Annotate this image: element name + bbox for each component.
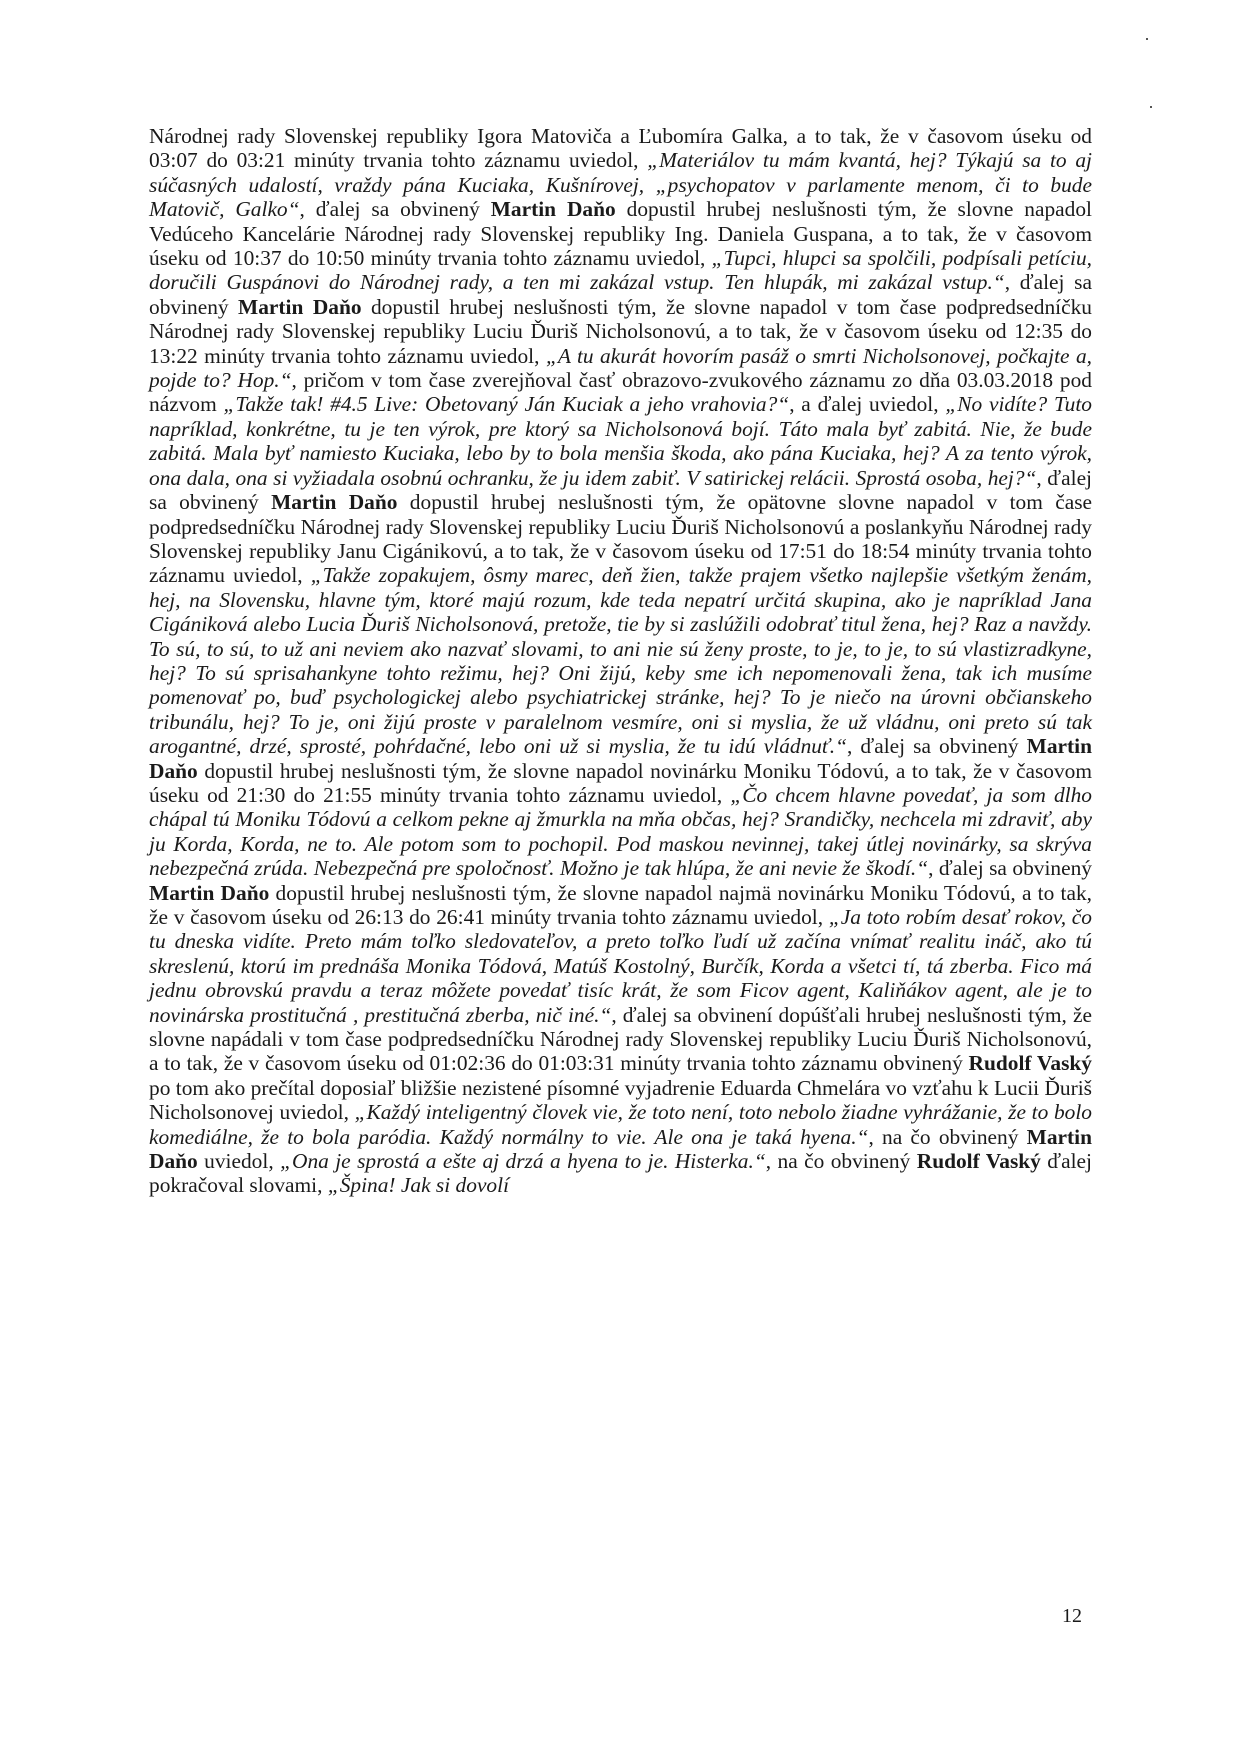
- defendant-name: Martin Daňo: [238, 294, 362, 319]
- body-text-run: , ďalej sa obvinený: [149, 465, 1092, 515]
- body-text-run: ďalej pokračoval slovami,: [149, 1149, 1092, 1198]
- body-text-run: uviedol,: [197, 1149, 281, 1174]
- body-text-run: , na čo obvinený: [868, 1124, 1027, 1149]
- body-text-run: , ďalej sa obvinení dopúšťali hrubej neslušnosti tým, že slovne napádali v tom čase podpredsedníčku Národnej rady Slovenskej republiky Luciu Ďuriš Nicholsonovú, a to tak, že v časovom úseku od 01:02:36 do 01:03:31 minúty trvania tohto záznamu obvinený: [149, 1002, 1092, 1076]
- quotation: „Ona je sprostá a ešte aj drzá a hyena to je. Histerka.“: [280, 1149, 766, 1174]
- quotation: „Ja toto robím desať rokov, čo tu dneska vidíte. Preto mám toľko sledovateľov, a preto toľko ľudí už začína vnímať realitu ináč, ako tú skreslenú, ktorú im prednáša Monika Tódová, Matúš Kostolný, Burčík, Korda a všetci tí, tá zberba. Fico má jednu obrovskú pravdu a teraz môžete povedať tisíc krát, že som Ficov agent, Kaliňákov agent, ale je to novinárska prostitučná , prestitučná zberba, nič iné.“: [149, 905, 1092, 1027]
- defendant-name: Rudolf Vaský: [968, 1051, 1092, 1076]
- body-text-run: dopustil hrubej neslušnosti tým, že slovne napadol novinárku Moniku Tódovú, a to tak, že v časovom úseku od 21:30 do 21:55 minúty trvania tohto záznamu uviedol,: [149, 758, 1092, 807]
- body-text-run: , na čo obvinený: [765, 1149, 917, 1174]
- body-text-run: po tom ako prečítal doposiaľ bližšie nezistené písomné vyjadrenie Eduarda Chmelára vo vzťahu k Lucii Ďuriš Nicholsonovej uviedol,: [149, 1075, 1092, 1125]
- defendant-name: Martin Daňo: [149, 734, 1092, 783]
- quotation: „Špina! Jak si dovolí: [327, 1173, 510, 1198]
- quotation: „A tu akurát hovorím pasáž o smrti Nicholsonovej, počkajte a, pojde to? Hop.“: [149, 343, 1093, 393]
- body-text-run: , ďalej sa obvinený: [847, 734, 1027, 759]
- defendant-name: Martin Daňo: [271, 490, 398, 515]
- body-text-run: , ďalej sa obvinený: [149, 270, 1092, 319]
- scan-speck: [1146, 38, 1148, 40]
- defendant-name: Martin Daňo: [490, 197, 616, 222]
- scan-speck: [1150, 106, 1152, 108]
- quotation: „Tupci, hlupci sa spolčili, podpísali petíciu, doručili Guspánovi do Národnej rady, a ten mi zakázal vstup. Ten hlupák, mi zakázal vstup.“: [149, 246, 1092, 295]
- body-text-run: dopustil hrubej neslušnosti tým, že slovne napadol Vedúceho Kancelárie Národnej rady Slovenskej republiky Ing. Daniela Guspana, a to tak, že v časovom úseku od 10:37 do 10:50 minúty trvania tohto záznamu uviedol,: [149, 197, 1092, 271]
- quotation: „No vidíte? Tuto napríklad, konkrétne, tu je ten výrok, pre ktorý sa Nicholsonová bojí. Táto mala byť zabitá. Nie, že bude zabitá. Mala byť namiesto Kuciaka, lebo by to bola menšia škoda, ako pána Kuciaka, hej? A za tento výrok, ona dala, ona si vyžiadala osobnú ochranku, že ju idem zabiť. V satirickej relácii. Sprostá osoba, hej?“: [149, 392, 1092, 490]
- body-text-run: , ďalej sa obvinený: [299, 197, 491, 222]
- quotation: „Čo chcem hlavne povedať, ja som dlho chápal tú Moniku Tódovú a celkom pekne aj žmurkla na mňa občas, hej? Srandičky, nechcela mi zdraviť, aby ju Korda, Korda, ne to. Ale potom som to pochopil. Pod maskou nevinnej, takej útlej novinárky, sa skrýva nebezpečná zrúda. Nebezpečná pre spoločnosť. Možno je tak hlúpa, že ani nevie že škodí.“: [149, 782, 1092, 881]
- body-text-run: , pričom v tom čase zverejňoval časť obrazovo-zvukového záznamu zo dňa 03.03.2018 pod názvom: [149, 368, 1092, 417]
- body-text-run: Národnej rady Slovenskej republiky Igora Matoviča a Ľubomíra Galka, a to tak, že v časovom úseku od 03:07 do 03:21 minúty trvania tohto záznamu uviedol,: [149, 124, 1092, 173]
- defendant-name: Rudolf Vaský: [916, 1149, 1041, 1174]
- quotation: „Takže zopakujem, ôsmy marec, deň žien, takže prajem všetko najlepšie všetkým ženám, hej, na Slovensku, hlavne tým, ktoré majú rozum, kde teda nepatrí určitá skupina, ako je napríklad Jana Cigániková alebo Lucia Ďuriš Nicholsonová, pretože, tie by si zaslúžili odobrať titul žena, hej? Raz a navždy. To sú, to sú, to už ani neviem ako nazvať slovami, to ani nie sú ženy proste, to je, to je, to sú vlastizradkyne, hej? To sú sprisahankyne tohto režimu, hej? Oni žijú, keby sme ich nepomenovali žena, tak ich musíme pomenovať po, buď psychologickej alebo psychiatrickej stránke, hej? To je niečo na úrovni občianskeho tribunálu, hej? To je, oni žijú proste v paralelnom vesmíre, oni si myslia, že už vládnu, oni preto sú tak arogantné, drzé, sprosté, pohŕdačné, lebo oni už si myslia, že tu idú vládnuť.“: [149, 563, 1092, 759]
- defendant-name: Martin Daňo: [149, 880, 270, 905]
- body-text-run: , a ďalej uviedol,: [789, 392, 946, 417]
- body-text-run: , ďalej sa obvinený: [928, 856, 1092, 881]
- body-text-run: dopustil hrubej neslušnosti tým, že slovne napadol v tom čase podpredsedníčku Národnej rady Slovenskej republiky Luciu Ďuriš Nicholsonovú, a to tak, že v časovom úseku od 12:35 do 13:22 minúty trvania tohto záznamu uviedol,: [149, 294, 1092, 368]
- page-number: 12: [1062, 1605, 1082, 1627]
- body-text-run: dopustil hrubej neslušnosti tým, že slovne napadol najmä novinárku Moniku Tódovú, a to tak, že v časovom úseku od 26:13 do 26:41 minúty trvania tohto záznamu uviedol,: [149, 880, 1092, 929]
- quotation: „Každý inteligentný človek vie, že toto není, toto nebolo žiadne vyhrážanie, že to bolo komediálne, že to bola paródia. Každý normálny to vie. Ale ona je taká hyena.“: [149, 1100, 1093, 1149]
- body-text-run: dopustil hrubej neslušnosti tým, že opätovne slovne napadol v tom čase podpredsedníčku Národnej rady Slovenskej republiky Luciu Ďuriš Nicholsonovú a poslankyňu Národnej rady Slovenskej republiky Janu Cigánikovú, a to tak, že v časovom úseku od 17:51 do 18:54 minúty trvania tohto záznamu uviedol,: [149, 490, 1093, 588]
- defendant-name: Martin Daňo: [149, 1124, 1092, 1174]
- quotation: „Materiálov tu mám kvantá, hej? Týkajú sa to aj súčasných udalostí, vraždy pána Kuciaka, Kušnírovej, „psychopatov v parlamente menom, či to bude Matovič, Galko“: [149, 148, 1092, 222]
- page-body-text: [149, 124, 1092, 1198]
- quotation: „Takže tak! #4.5 Live: Obetovaný Ján Kuciak a jeho vrahovia?“: [223, 392, 790, 417]
- paragraph: [149, 124, 1092, 1198]
